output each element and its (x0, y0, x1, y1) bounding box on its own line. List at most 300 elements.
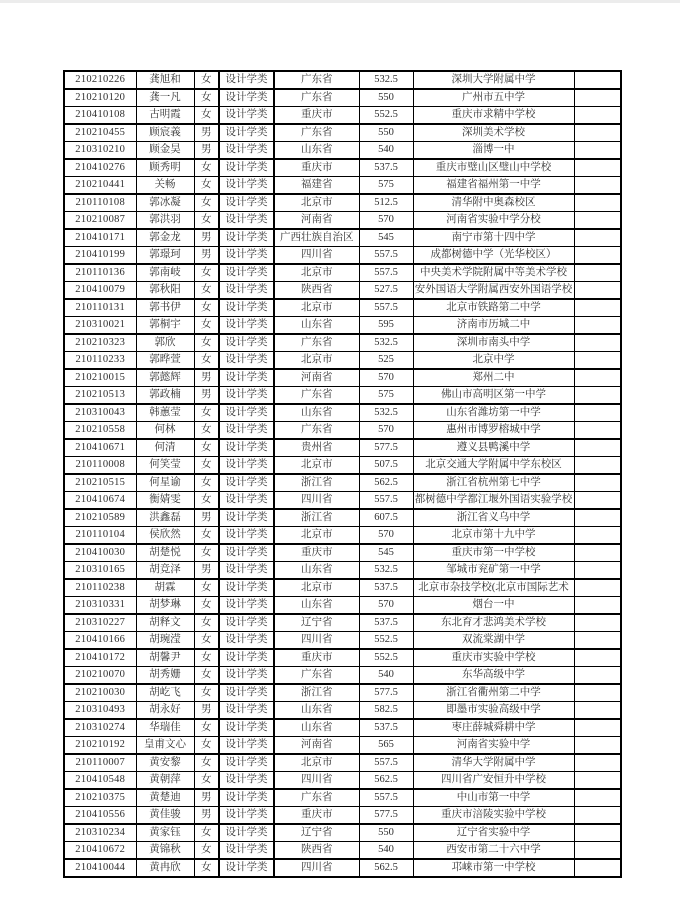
candidate-id-cell: 210210192 (64, 737, 136, 755)
exam-category-cell: 设计学类 (219, 457, 274, 475)
gender-cell: 女 (194, 719, 219, 737)
exam-category-cell: 设计学类 (219, 229, 274, 247)
province-cell: 浙江省 (274, 684, 359, 702)
student-name-cell: 顾宸義 (136, 124, 194, 142)
school-name-cell: 河南省实验中学分校 (413, 212, 574, 230)
score-cell: 532.5 (359, 404, 413, 422)
score-cell: 537.5 (359, 719, 413, 737)
exam-category-cell: 设计学类 (219, 632, 274, 650)
province-cell: 浙江省 (274, 509, 359, 527)
table-row (64, 544, 621, 562)
table-row (64, 457, 621, 475)
table-row (64, 509, 621, 527)
table-row (64, 737, 621, 755)
school-name-cell: 深圳市南头中学 (413, 334, 574, 352)
blank-cell (574, 124, 621, 142)
province-cell: 山东省 (274, 719, 359, 737)
table-row (64, 579, 621, 597)
student-name-cell: 胡馨尹 (136, 649, 194, 667)
gender-cell: 男 (194, 124, 219, 142)
gender-cell: 女 (194, 597, 219, 615)
blank-cell (574, 142, 621, 160)
exam-category-cell: 设计学类 (219, 772, 274, 790)
province-cell: 山东省 (274, 142, 359, 160)
blank-cell (574, 89, 621, 107)
table-row (64, 824, 621, 842)
score-cell: 507.5 (359, 457, 413, 475)
province-cell: 辽宁省 (274, 614, 359, 632)
province-cell: 重庆市 (274, 107, 359, 125)
gender-cell: 女 (194, 579, 219, 597)
province-cell: 广东省 (274, 124, 359, 142)
student-name-cell: 郭秋阳 (136, 282, 194, 300)
school-name-cell: 北京市杂技学校(北京市国际艺术 (413, 579, 574, 597)
student-name-cell: 郭懿辉 (136, 369, 194, 387)
score-cell: 552.5 (359, 649, 413, 667)
score-cell: 557.5 (359, 789, 413, 807)
blank-cell (574, 229, 621, 247)
province-cell: 北京市 (274, 754, 359, 772)
blank-cell (574, 194, 621, 212)
gender-cell: 女 (194, 544, 219, 562)
score-cell: 562.5 (359, 474, 413, 492)
score-cell: 557.5 (359, 492, 413, 510)
blank-cell (574, 404, 621, 422)
exam-category-cell: 设计学类 (219, 422, 274, 440)
gender-cell: 女 (194, 282, 219, 300)
exam-category-cell: 设计学类 (219, 579, 274, 597)
score-cell: 607.5 (359, 509, 413, 527)
student-name-cell: 古明霞 (136, 107, 194, 125)
table-row (64, 317, 621, 335)
school-name-cell: 河南省实验中学 (413, 737, 574, 755)
exam-category-cell: 设计学类 (219, 317, 274, 335)
candidate-id-cell: 210210441 (64, 177, 136, 195)
province-cell: 河南省 (274, 212, 359, 230)
roster-body (64, 71, 621, 877)
blank-cell (574, 474, 621, 492)
student-name-cell: 黄冉欣 (136, 859, 194, 877)
gender-cell: 女 (194, 334, 219, 352)
student-name-cell: 胡霖 (136, 579, 194, 597)
blank-cell (574, 824, 621, 842)
candidate-id-cell: 210410671 (64, 439, 136, 457)
school-name-cell: 济南市历城二中 (413, 317, 574, 335)
table-row (64, 264, 621, 282)
school-name-cell: 福建省福州第一中学 (413, 177, 574, 195)
gender-cell: 男 (194, 509, 219, 527)
table-row (64, 107, 621, 125)
candidate-id-cell: 210410044 (64, 859, 136, 877)
candidate-id-cell: 210310227 (64, 614, 136, 632)
gender-cell: 女 (194, 859, 219, 877)
score-cell: 540 (359, 667, 413, 685)
gender-cell: 女 (194, 614, 219, 632)
table-row (64, 177, 621, 195)
gender-cell: 女 (194, 754, 219, 772)
candidate-id-cell: 210410276 (64, 159, 136, 177)
blank-cell (574, 702, 621, 720)
student-name-cell: 黄楚迪 (136, 789, 194, 807)
score-cell: 557.5 (359, 264, 413, 282)
gender-cell: 男 (194, 807, 219, 825)
school-name-cell: 东华高级中学 (413, 667, 574, 685)
table-row (64, 754, 621, 772)
table-row (64, 159, 621, 177)
school-name-cell: 双流棠湖中学 (413, 632, 574, 650)
table-row (64, 142, 621, 160)
gender-cell: 女 (194, 71, 219, 89)
school-name-cell: 邹城市兖矿第一中学 (413, 562, 574, 580)
exam-category-cell: 设计学类 (219, 842, 274, 860)
blank-cell (574, 859, 621, 877)
exam-category-cell: 设计学类 (219, 89, 274, 107)
province-cell: 山东省 (274, 702, 359, 720)
gender-cell: 女 (194, 212, 219, 230)
province-cell: 四川省 (274, 247, 359, 265)
table-row (64, 229, 621, 247)
gender-cell: 女 (194, 107, 219, 125)
candidate-id-cell: 210410079 (64, 282, 136, 300)
table-row (64, 842, 621, 860)
gender-cell: 女 (194, 632, 219, 650)
gender-cell: 女 (194, 474, 219, 492)
table-row (64, 614, 621, 632)
table-row (64, 422, 621, 440)
candidate-id-cell: 210110108 (64, 194, 136, 212)
school-name-cell: 辽宁省实验中学 (413, 824, 574, 842)
school-name-cell: 安外国语大学附属西安外国语学校 (413, 282, 574, 300)
score-cell: 512.5 (359, 194, 413, 212)
candidate-roster-table (63, 70, 622, 878)
candidate-id-cell: 210110008 (64, 457, 136, 475)
student-name-cell: 龚旭和 (136, 71, 194, 89)
student-name-cell: 郭冰凝 (136, 194, 194, 212)
province-cell: 重庆市 (274, 649, 359, 667)
score-cell: 557.5 (359, 754, 413, 772)
school-name-cell: 清华大学附属中学 (413, 754, 574, 772)
candidate-id-cell: 210210455 (64, 124, 136, 142)
student-name-cell: 关畅 (136, 177, 194, 195)
province-cell: 辽宁省 (274, 824, 359, 842)
school-name-cell: 中央美术学院附属中等美术学校 (413, 264, 574, 282)
student-name-cell: 胡竞泽 (136, 562, 194, 580)
gender-cell: 女 (194, 404, 219, 422)
score-cell: 582.5 (359, 702, 413, 720)
score-cell: 545 (359, 229, 413, 247)
exam-category-cell: 设计学类 (219, 369, 274, 387)
score-cell: 552.5 (359, 107, 413, 125)
gender-cell: 女 (194, 457, 219, 475)
province-cell: 河南省 (274, 737, 359, 755)
school-name-cell: 广州市五中学 (413, 89, 574, 107)
province-cell: 陕西省 (274, 842, 359, 860)
school-name-cell: 重庆市求精中学校 (413, 107, 574, 125)
blank-cell (574, 282, 621, 300)
blank-cell (574, 667, 621, 685)
student-name-cell: 龚一凡 (136, 89, 194, 107)
school-name-cell: 即墨市实验高级中学 (413, 702, 574, 720)
exam-category-cell: 设计学类 (219, 824, 274, 842)
student-name-cell: 郭欣 (136, 334, 194, 352)
blank-cell (574, 107, 621, 125)
blank-cell (574, 247, 621, 265)
candidate-id-cell: 210210120 (64, 89, 136, 107)
score-cell: 557.5 (359, 247, 413, 265)
table-row (64, 684, 621, 702)
candidate-id-cell: 210410674 (64, 492, 136, 510)
gender-cell: 男 (194, 702, 219, 720)
province-cell: 四川省 (274, 492, 359, 510)
exam-category-cell: 设计学类 (219, 107, 274, 125)
gender-cell: 男 (194, 562, 219, 580)
student-name-cell: 皇甫文心 (136, 737, 194, 755)
exam-category-cell: 设计学类 (219, 859, 274, 877)
score-cell: 575 (359, 177, 413, 195)
school-name-cell: 四川省广安恒升中学校 (413, 772, 574, 790)
student-name-cell: 胡梦琳 (136, 597, 194, 615)
blank-cell (574, 439, 621, 457)
score-cell: 537.5 (359, 159, 413, 177)
candidate-id-cell: 210310274 (64, 719, 136, 737)
blank-cell (574, 159, 621, 177)
score-cell: 595 (359, 317, 413, 335)
student-name-cell: 郭书伊 (136, 299, 194, 317)
candidate-id-cell: 210410548 (64, 772, 136, 790)
table-row (64, 667, 621, 685)
table-row (64, 334, 621, 352)
student-name-cell: 胡永好 (136, 702, 194, 720)
school-name-cell: 重庆市璧山区璧山中学校 (413, 159, 574, 177)
score-cell: 527.5 (359, 282, 413, 300)
gender-cell: 女 (194, 177, 219, 195)
gender-cell: 男 (194, 789, 219, 807)
school-name-cell: 都树德中学都江堰外国语实验学校 (413, 492, 574, 510)
student-name-cell: 郭南岐 (136, 264, 194, 282)
student-name-cell: 韩蕙莹 (136, 404, 194, 422)
score-cell: 575 (359, 387, 413, 405)
candidate-id-cell: 210110007 (64, 754, 136, 772)
school-name-cell: 重庆市第一中学校 (413, 544, 574, 562)
table-row (64, 352, 621, 370)
exam-category-cell: 设计学类 (219, 299, 274, 317)
score-cell: 537.5 (359, 614, 413, 632)
table-row (64, 71, 621, 89)
province-cell: 重庆市 (274, 159, 359, 177)
province-cell: 重庆市 (274, 807, 359, 825)
student-name-cell: 郭政楠 (136, 387, 194, 405)
province-cell: 浙江省 (274, 474, 359, 492)
exam-category-cell: 设计学类 (219, 474, 274, 492)
exam-category-cell: 设计学类 (219, 264, 274, 282)
table-row (64, 299, 621, 317)
blank-cell (574, 807, 621, 825)
score-cell: 550 (359, 89, 413, 107)
school-name-cell: 北京市第十九中学 (413, 527, 574, 545)
blank-cell (574, 352, 621, 370)
exam-category-cell: 设计学类 (219, 684, 274, 702)
score-cell: 570 (359, 369, 413, 387)
blank-cell (574, 719, 621, 737)
exam-category-cell: 设计学类 (219, 247, 274, 265)
exam-category-cell: 设计学类 (219, 177, 274, 195)
exam-category-cell: 设计学类 (219, 807, 274, 825)
school-name-cell: 重庆市实验中学校 (413, 649, 574, 667)
candidate-id-cell: 210210515 (64, 474, 136, 492)
page-edge-strip (0, 0, 680, 3)
candidate-id-cell: 210110104 (64, 527, 136, 545)
blank-cell (574, 509, 621, 527)
province-cell: 福建省 (274, 177, 359, 195)
gender-cell: 女 (194, 299, 219, 317)
blank-cell (574, 579, 621, 597)
province-cell: 重庆市 (274, 544, 359, 562)
candidate-id-cell: 210410556 (64, 807, 136, 825)
blank-cell (574, 527, 621, 545)
student-name-cell: 黄家钰 (136, 824, 194, 842)
blank-cell (574, 422, 621, 440)
score-cell: 570 (359, 597, 413, 615)
table-row (64, 562, 621, 580)
candidate-id-cell: 210110131 (64, 299, 136, 317)
score-cell: 552.5 (359, 632, 413, 650)
province-cell: 广东省 (274, 89, 359, 107)
table-row (64, 89, 621, 107)
province-cell: 山东省 (274, 562, 359, 580)
score-cell: 562.5 (359, 859, 413, 877)
blank-cell (574, 457, 621, 475)
gender-cell: 女 (194, 824, 219, 842)
exam-category-cell: 设计学类 (219, 334, 274, 352)
gender-cell: 男 (194, 247, 219, 265)
gender-cell: 男 (194, 229, 219, 247)
province-cell: 贵州省 (274, 439, 359, 457)
province-cell: 河南省 (274, 369, 359, 387)
student-name-cell: 何笑莹 (136, 457, 194, 475)
student-name-cell: 顾金昊 (136, 142, 194, 160)
score-cell: 532.5 (359, 334, 413, 352)
candidate-id-cell: 210110238 (64, 579, 136, 597)
exam-category-cell: 设计学类 (219, 194, 274, 212)
candidate-id-cell: 210210375 (64, 789, 136, 807)
blank-cell (574, 842, 621, 860)
province-cell: 广东省 (274, 387, 359, 405)
table-row (64, 597, 621, 615)
table-row (64, 387, 621, 405)
student-name-cell: 何星谕 (136, 474, 194, 492)
exam-category-cell: 设计学类 (219, 71, 274, 89)
table-row (64, 404, 621, 422)
table-row (64, 492, 621, 510)
table-row (64, 474, 621, 492)
candidate-id-cell: 210210030 (64, 684, 136, 702)
gender-cell: 女 (194, 684, 219, 702)
blank-cell (574, 544, 621, 562)
table-row (64, 212, 621, 230)
table-row (64, 282, 621, 300)
blank-cell (574, 737, 621, 755)
score-cell: 537.5 (359, 579, 413, 597)
exam-category-cell: 设计学类 (219, 562, 274, 580)
score-cell: 570 (359, 527, 413, 545)
student-name-cell: 黄锦秋 (136, 842, 194, 860)
school-name-cell: 成都树德中学（光华校区） (413, 247, 574, 265)
exam-category-cell: 设计学类 (219, 282, 274, 300)
school-name-cell: 深圳美术学校 (413, 124, 574, 142)
exam-category-cell: 设计学类 (219, 597, 274, 615)
table-row (64, 369, 621, 387)
school-name-cell: 清华附中奥森校区 (413, 194, 574, 212)
school-name-cell: 北京交通大学附属中学东校区 (413, 457, 574, 475)
candidate-id-cell: 210210323 (64, 334, 136, 352)
student-name-cell: 华瑞佳 (136, 719, 194, 737)
blank-cell (574, 789, 621, 807)
exam-category-cell: 设计学类 (219, 404, 274, 422)
candidate-id-cell: 210210226 (64, 71, 136, 89)
province-cell: 北京市 (274, 527, 359, 545)
table-row (64, 719, 621, 737)
table-row (64, 632, 621, 650)
exam-category-cell: 设计学类 (219, 614, 274, 632)
student-name-cell: 黄安黎 (136, 754, 194, 772)
province-cell: 四川省 (274, 772, 359, 790)
exam-category-cell: 设计学类 (219, 667, 274, 685)
school-name-cell: 浙江省义乌中学 (413, 509, 574, 527)
candidate-id-cell: 210210589 (64, 509, 136, 527)
province-cell: 山东省 (274, 317, 359, 335)
gender-cell: 女 (194, 439, 219, 457)
gender-cell: 女 (194, 352, 219, 370)
candidate-id-cell: 210410172 (64, 649, 136, 667)
gender-cell: 女 (194, 527, 219, 545)
table-row (64, 527, 621, 545)
gender-cell: 女 (194, 194, 219, 212)
student-name-cell: 顾秀明 (136, 159, 194, 177)
gender-cell: 女 (194, 772, 219, 790)
score-cell: 540 (359, 842, 413, 860)
student-name-cell: 胡琬滢 (136, 632, 194, 650)
province-cell: 广东省 (274, 789, 359, 807)
score-cell: 577.5 (359, 439, 413, 457)
table-row (64, 772, 621, 790)
score-cell: 532.5 (359, 71, 413, 89)
score-cell: 570 (359, 212, 413, 230)
exam-category-cell: 设计学类 (219, 124, 274, 142)
candidate-id-cell: 210310165 (64, 562, 136, 580)
candidate-id-cell: 210210087 (64, 212, 136, 230)
gender-cell: 女 (194, 422, 219, 440)
candidate-id-cell: 210310493 (64, 702, 136, 720)
candidate-id-cell: 210110233 (64, 352, 136, 370)
gender-cell: 男 (194, 387, 219, 405)
candidate-id-cell: 210110136 (64, 264, 136, 282)
student-name-cell: 胡释文 (136, 614, 194, 632)
student-name-cell: 侯欣然 (136, 527, 194, 545)
candidate-id-cell: 210310021 (64, 317, 136, 335)
blank-cell (574, 299, 621, 317)
score-cell: 532.5 (359, 562, 413, 580)
gender-cell: 男 (194, 369, 219, 387)
blank-cell (574, 317, 621, 335)
province-cell: 广东省 (274, 422, 359, 440)
table-row (64, 789, 621, 807)
blank-cell (574, 632, 621, 650)
score-cell: 550 (359, 124, 413, 142)
blank-cell (574, 264, 621, 282)
school-name-cell: 深圳大学附属中学 (413, 71, 574, 89)
student-name-cell: 郭洪羽 (136, 212, 194, 230)
exam-category-cell: 设计学类 (219, 789, 274, 807)
